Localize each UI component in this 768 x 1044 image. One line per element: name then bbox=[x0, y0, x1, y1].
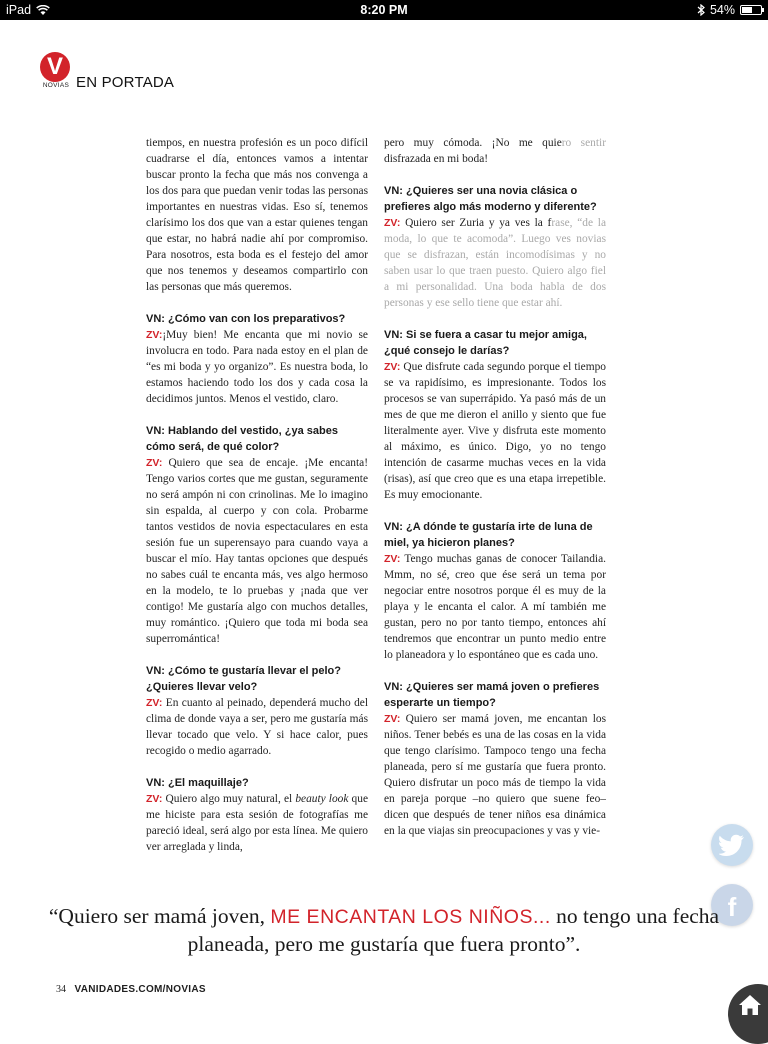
answer-tag: ZV: bbox=[146, 697, 163, 709]
answer-text: En cuanto al peinado, dependerá mucho del clima de donde vaya a ser, pero me gustaría más llevar tocado que velo. Y si hace calor, pues recogido o medio agarrado. bbox=[146, 697, 368, 757]
device-name: iPad bbox=[6, 3, 32, 17]
question: VN: Si se fuera a casar tu mejor amiga, ¿qué consejo le darías? bbox=[384, 329, 587, 357]
battery-fill bbox=[742, 7, 752, 13]
answer-text: Quiero ser Zuria y ya ves la f bbox=[405, 217, 552, 229]
bluetooth-icon bbox=[697, 4, 705, 16]
battery-icon bbox=[740, 5, 762, 15]
article-column-right bbox=[384, 135, 606, 839]
answer-tag: ZV: bbox=[384, 361, 401, 373]
qa-block bbox=[384, 327, 606, 503]
answer-text: ¡Muy bien! Me encanta que mi novio se involucra en todo. Para nada estoy en el plan de “es mi boda y yo organizo”. Es nuestra boda, lo estamos haciendo todo los dos y cada cosa la decidimos juntos. Menos el vestido, claro. bbox=[146, 329, 368, 405]
question: VN: ¿Quieres ser mamá joven o prefieres esperarte un tiempo? bbox=[384, 681, 600, 709]
question: VN: ¿Cómo van con los preparativos? bbox=[146, 313, 346, 325]
answer-text: Tengo muchas ganas de conocer Tailandia. Mmm, no sé, creo que ése será un tema por negociar entre nosotros porque él es muy de la playa y le encanta el calor. A mí también me gustan, pero no por tanto tiempo, entonces ahí tendremos que encontrar un punto medio entre lo planeadora y lo espontáneo que es cada uno. bbox=[384, 553, 606, 661]
pull-quote-highlight: ME ENCANTAN LOS NIÑOS... bbox=[270, 906, 551, 928]
qa-block bbox=[146, 775, 368, 855]
question: VN: Hablando del vestido, ¿ya sabes cómo será, de qué color? bbox=[146, 425, 338, 453]
answer-tag: ZV: bbox=[146, 457, 163, 469]
faded-text: rase, “de la moda, lo que te acomoda”. Luego ves novias que se disfrazan, están incomodísimas y no saben usar lo que traen puesto. Quiero algo fiel a mi personalidad. Una boda habla de dos personas y ese sello tiene que estar ahí. bbox=[384, 217, 606, 309]
logo-letter: V bbox=[46, 53, 63, 80]
battery-percent: 54% bbox=[709, 3, 735, 17]
status-time: 8:20 PM bbox=[360, 3, 408, 17]
status-bar bbox=[0, 0, 768, 20]
home-icon bbox=[738, 994, 762, 1016]
answer-italic: beauty look bbox=[295, 793, 349, 805]
continued-text: pero muy cómoda. ¡No me quie bbox=[384, 137, 562, 149]
section-title: EN PORTADA bbox=[76, 74, 175, 91]
page-number: 34 bbox=[56, 984, 66, 995]
answer-tag: ZV: bbox=[146, 329, 163, 341]
answer-text: Quiero ser mamá joven, me encantan los niños. Tener bebés es una de las cosas en la vida que tengo clarísimo. Tampoco tengo una fecha planeada, pero sí me gustaría que fuera pronto. Quiero disfrutar un poco más de tiempo la vida en pareja porque –no quiero que suene feo– dicen que después de tener niños esa dinámica en la que viajas sin preocupaciones y vas y vie- bbox=[384, 713, 606, 837]
page-footer bbox=[56, 984, 206, 995]
question: VN: ¿A dónde te gustaría irte de luna de miel, ya hicieron planes? bbox=[384, 521, 593, 549]
status-right bbox=[697, 0, 762, 20]
question: VN: ¿El maquillaje? bbox=[146, 777, 249, 789]
pull-quote-text: “Quiero ser mamá joven, bbox=[48, 904, 271, 928]
answer-tag: ZV: bbox=[384, 713, 401, 725]
question: VN: ¿Cómo te gustaría llevar el pelo? ¿Quieres llevar velo? bbox=[146, 665, 341, 693]
twitter-share-button[interactable] bbox=[711, 824, 753, 866]
qa-block bbox=[384, 183, 606, 311]
faded-text: ro sentir bbox=[561, 137, 606, 149]
continued-text: disfrazada en mi boda! bbox=[384, 153, 489, 165]
intro-paragraph: tiempos, en nuestra profesión es un poco difícil cuadrarse el día, entonces vamos a intentar buscar pronto la fecha que más nos convenga a los dos para que puedan venir todas las personas importantes en nuestras vidas. Eso sí, tenemos clarísimo los dos que van a estar quienes tengan que estar, no habrá nadie ahí por compromiso. Para nosotros, esta boda es el festejo del amor que nos tenemos y deseamos compartirlo con las personas que más queremos. bbox=[146, 137, 368, 293]
answer-text: Quiero que sea de encaje. ¡Me encanta! Tengo varios cortes que me gustan, seguramente no será ampón ni con crinolinas. Me lo imagino sin espalda, al cuerpo y con cola. Probarme tantos vestidos de novia espectaculares en esta sesión fue un superensayo para cuando vaya a buscar el mío. Hay tantas opciones que después no sabes cuál te encanta más, ves algo hermoso en la modelo, te lo pruebas y ¡nada que ver contigo! Me gustaría algo con muchos detalles, muy romántico. ¡Quiero que toda mi boda sea superromántica! bbox=[146, 457, 368, 645]
vanidades-logo[interactable] bbox=[40, 52, 72, 92]
qa-block bbox=[384, 679, 606, 839]
question: VN: ¿Quieres ser una novia clásica o prefieres algo más moderno y diferente? bbox=[384, 185, 597, 213]
qa-block bbox=[146, 423, 368, 647]
answer-tag: ZV: bbox=[384, 553, 401, 565]
answer-tag: ZV: bbox=[146, 793, 163, 805]
continued-paragraph bbox=[384, 135, 606, 167]
twitter-bird-icon bbox=[719, 834, 745, 856]
qa-block bbox=[384, 519, 606, 663]
qa-block bbox=[146, 663, 368, 759]
home-button[interactable] bbox=[728, 984, 768, 1044]
facebook-icon: f bbox=[727, 892, 737, 922]
answer-text: Que disfrute cada segundo porque el tiempo se va rapidísimo, es impresionante. Todos los procesos se van superrápido. Ya pasó más de un mes de que me dieron el anillo y siento que fue literalmente ayer. Vive y disfruta este momento al máximo, es único. Digo, yo no tengo intención de casarme muchas veces en la vida (risas), así que creo que es una etapa irrepetible. Es muy emocionante. bbox=[384, 361, 606, 501]
article-column-left bbox=[146, 135, 368, 855]
pull-quote bbox=[30, 903, 738, 958]
qa-block bbox=[146, 311, 368, 407]
site-url: VANIDADES.COM/NOVIAS bbox=[74, 984, 206, 995]
answer-tag: ZV: bbox=[384, 217, 401, 229]
logo-subtitle: NOVIAS bbox=[42, 82, 70, 89]
pull-quote-text: no tengo una fecha planeada, pero me gustaría que fuera pronto”. bbox=[187, 904, 720, 956]
answer-text: que me hiciste para esta sesión de fotografías me pareció ideal, será algo por esta línea. Me quiero ver arreglada y linda, bbox=[146, 793, 368, 853]
answer-text: Quiero algo muy natural, el bbox=[162, 793, 296, 805]
